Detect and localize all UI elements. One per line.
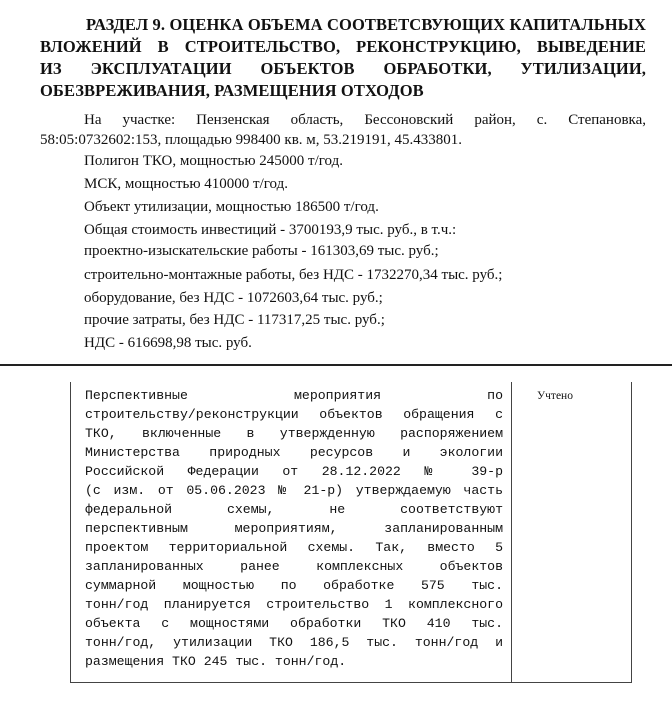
comment-line: запланированных ранее комплексных объектов (85, 559, 503, 574)
list-item: прочие затраты, без НДС - 117317,25 тыс. руб.; (84, 312, 385, 328)
heading-line: ИЗ ЭКСПЛУАТАЦИИ ОБЪЕКТОВ ОБРАБОТКИ, УТИЛИЗАЦИИ, (40, 59, 646, 78)
heading-line: ВЛОЖЕНИЙ В СТРОИТЕЛЬСТВО, РЕКОНСТРУКЦИЮ, ВЫВЕДЕНИЕ (40, 37, 646, 56)
comment-line: Российской Федерации от 28.12.2022 № 39-р (85, 464, 503, 479)
status-label: Учтено (537, 390, 573, 402)
status-cell (511, 382, 632, 683)
comment-text (85, 386, 503, 671)
comment-line: тонн/год, утилизации ТКО 186,5 тыс. тонн/год и (85, 635, 503, 650)
list-item: МСК, мощностью 410000 т/год. (84, 176, 289, 192)
comment-line: объекта с мощностями обработки ТКО 410 тыс. (85, 616, 503, 631)
comment-line: тонн/год планируется строительство 1 комплексного (85, 597, 503, 612)
comment-cell (70, 382, 512, 683)
comment-line: Министерства природных ресурсов и экологии (85, 445, 503, 460)
comment-line: проектом территориальной схемы. Так, вместо 5 (85, 540, 503, 555)
comment-line: строительству/реконструкции объектов обращения с (85, 407, 503, 422)
comment-line: суммарной мощностью по обработке 575 тыс. (85, 578, 503, 593)
section-heading (40, 14, 646, 102)
list-item: оборудование, без НДС - 1072603,64 тыс. руб.; (84, 290, 383, 306)
comment-line: федеральной схемы, не соответствуют (85, 502, 503, 517)
location-line: На участке: Пензенская область, Бессоновский район, с. Степановка, (84, 112, 646, 128)
page-divider (0, 364, 672, 366)
comment-line: размещения ТКО 245 тыс. тонн/год. (85, 654, 347, 669)
heading-line: ОБЕЗВРЕЖИВАНИЯ, РАЗМЕЩЕНИЯ ОТХОДОВ (40, 81, 424, 100)
comment-line: перспективным мероприятиям, запланированным (85, 521, 503, 536)
location-paragraph (40, 110, 646, 150)
location-line: 58:05:0732602:153, площадью 998400 кв. м, 53.219191, 45.433801. (40, 132, 463, 148)
list-item: строительно-монтажные работы, без НДС - 1732270,34 тыс. руб.; (84, 267, 503, 283)
list-item: Объект утилизации, мощностью 186500 т/год. (84, 199, 379, 215)
list-item: проектно-изыскательские работы - 161303,69 тыс. руб.; (84, 243, 439, 259)
list-item: Общая стоимость инвестиций - 3700193,9 тыс. руб., в т.ч.: (84, 222, 457, 238)
comment-table (70, 382, 632, 684)
list-item: Полигон ТКО, мощностью 245000 т/год. (84, 153, 343, 169)
list-item: НДС - 616698,98 тыс. руб. (84, 335, 252, 351)
heading-line: РАЗДЕЛ 9. ОЦЕНКА ОБЪЕМА СООТВЕТСВУЮЩИХ КАПИТАЛЬНЫХ (86, 15, 646, 34)
comment-line: (с изм. от 05.06.2023 № 21-р) утверждаемую часть (85, 483, 503, 498)
comment-line: Перспективные мероприятия по (85, 388, 503, 403)
comment-line: ТКО, включенные в утвержденную распоряжением (85, 426, 503, 441)
